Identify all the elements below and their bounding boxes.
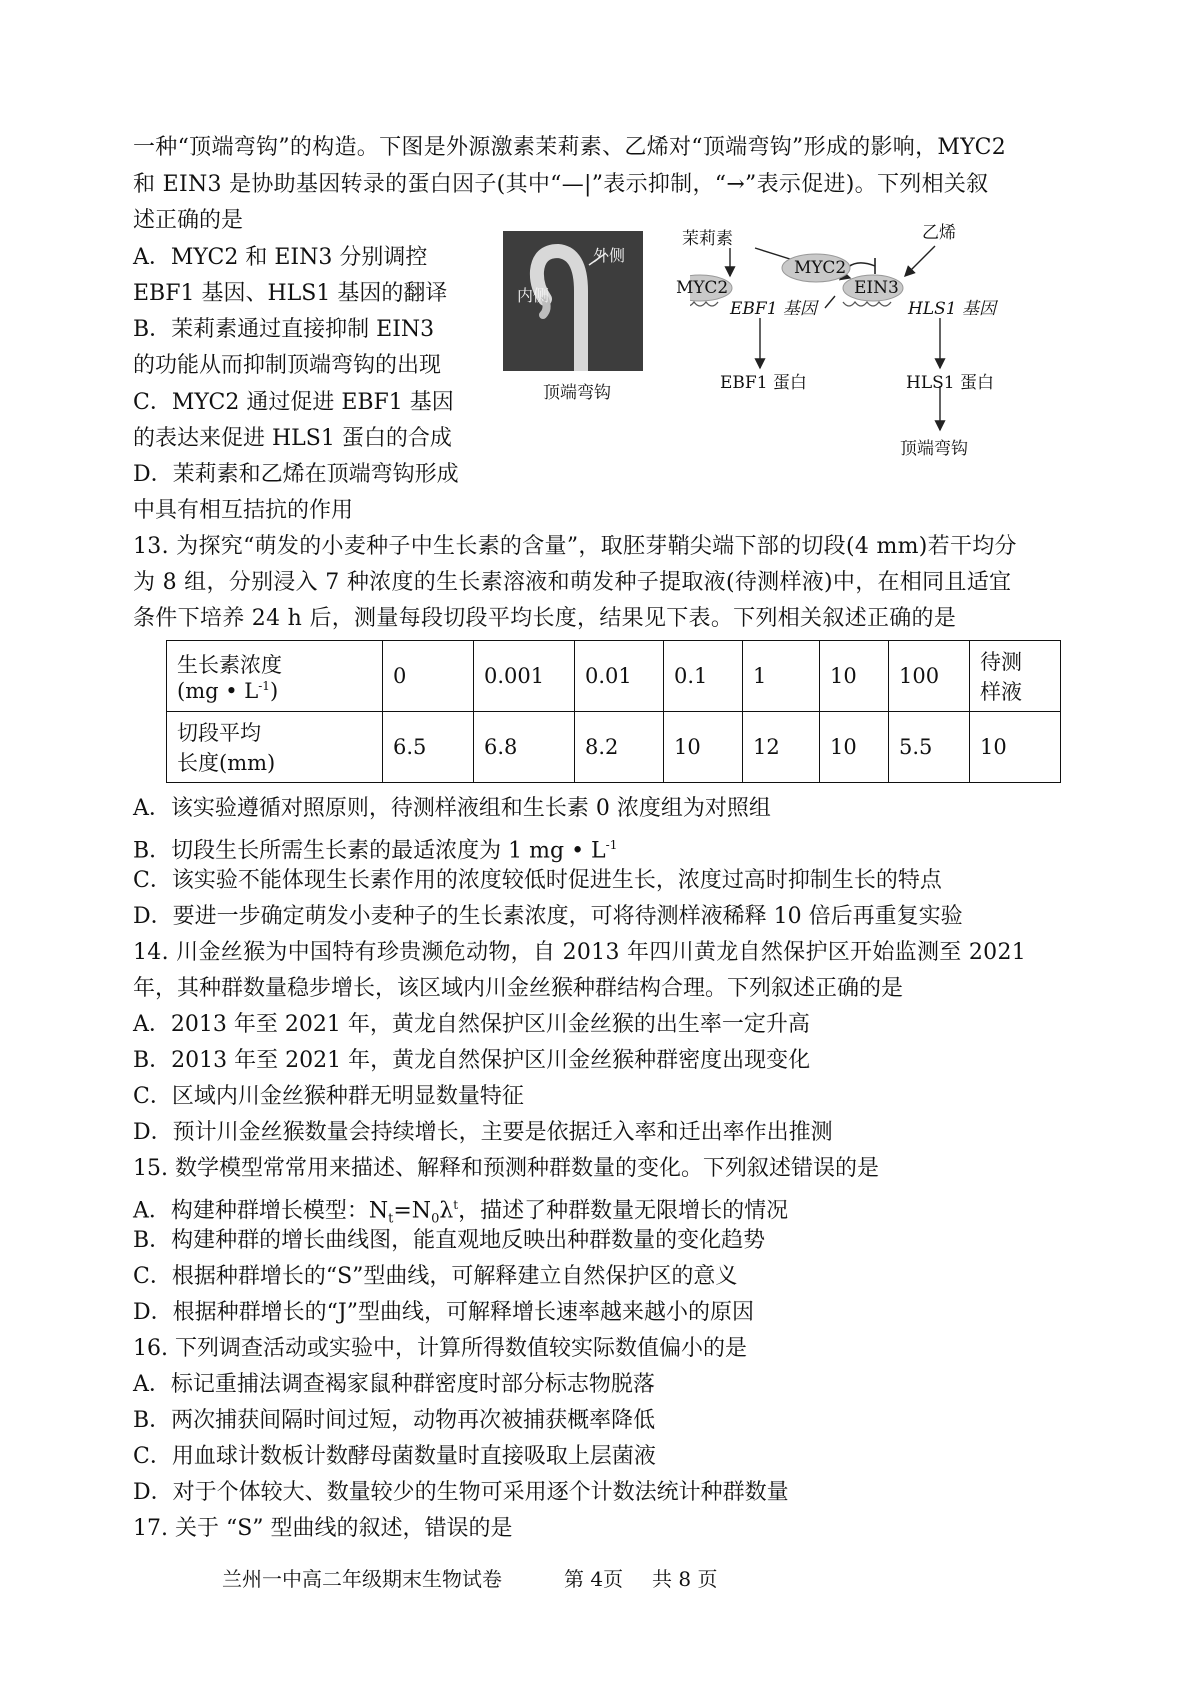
q12-option-d-2: 中具有相互拮抗的作用	[133, 498, 354, 523]
subscript-0: 0	[431, 1211, 440, 1227]
ebf1-protein-label: EBF1 蛋白	[720, 373, 807, 393]
option-text: B．切段生长所需生长素的最适浓度为 1 mg • L	[133, 838, 606, 864]
header-unit	[177, 679, 372, 703]
table-cell: 0.001	[474, 641, 575, 712]
table-cell: 6.8	[474, 712, 575, 783]
regulation-diagram	[676, 218, 1090, 508]
q14-stem-line-2: 年，其种群数量稳步增长，该区域内川金丝猴种群结构合理。下列叙述正确的是	[133, 976, 904, 1001]
row-header-length	[167, 712, 383, 783]
q14-option-c: C．区域内川金丝猴种群无明显数量特征	[133, 1084, 524, 1109]
q14-option-b: B．2013 年至 2021 年，黄龙自然保护区川金丝猴种群密度出现变化	[133, 1048, 811, 1073]
table-cell: 10	[820, 712, 889, 783]
table-cell: 0	[383, 641, 474, 712]
table-cell: 10	[664, 712, 743, 783]
q15-option-c: C．根据种群增长的“S”型曲线，可解释建立自然保护区的意义	[133, 1264, 738, 1289]
row-header-concentration	[167, 641, 383, 712]
q15-stem: 15. 数学模型常常用来描述、解释和预测种群数量的变化。下列叙述错误的是	[133, 1156, 879, 1181]
hls1-protein-label: HLS1 蛋白	[906, 373, 994, 393]
table-row	[167, 712, 1061, 783]
table-cell: 0.01	[575, 641, 664, 712]
q13-option-c: C．该实验不能体现生长素作用的浓度较低时促进生长，浓度过高时抑制生长的特点	[133, 868, 942, 893]
q16-option-b: B．两次捕获间隔时间过短，动物再次被捕获概率降低	[133, 1408, 656, 1433]
q14-option-d: D．预计川金丝猴数量会持续增长，主要是依据迁入率和迁出率作出推测	[133, 1120, 833, 1145]
q12-option-c-1: C．MYC2 通过促进 EBF1 基因	[133, 390, 454, 415]
apical-hook-label: 顶端弯钩	[900, 439, 968, 459]
q13-stem-line-1: 13. 为探究“萌发的小麦种子中生长素的含量”，取胚芽鞘尖端下部的切段(4 mm)若干均分	[133, 534, 1017, 559]
ethylene-label: 乙烯	[922, 223, 956, 243]
footer-total-pages: 共 8 页	[652, 1567, 718, 1591]
q12-option-a-1: A．MYC2 和 EIN3 分别调控	[133, 245, 428, 270]
intro-line-2: 和 EIN3 是协助基因转录的蛋白因子(其中“—|”表示抑制，“→”表示促进)。下列相关叙	[133, 172, 989, 197]
inner-side-label: 内侧	[517, 286, 550, 305]
q14-option-a: A．2013 年至 2021 年，黄龙自然保护区川金丝猴的出生率一定升高	[133, 1012, 810, 1037]
jasmonate-label: 茉莉素	[682, 229, 733, 249]
q16-stem: 16. 下列调查活动或实验中，计算所得数值较实际数值偏小的是	[133, 1336, 747, 1361]
myc2-top-label: MYC2	[794, 258, 847, 278]
myc2-left-label: MYC2	[676, 278, 729, 298]
sample-text: 待测	[980, 650, 1022, 674]
table-cell: 10	[820, 641, 889, 712]
q17-stem: 17. 关于 “S” 型曲线的叙述，错误的是	[133, 1516, 513, 1541]
table-cell: 5.5	[889, 712, 970, 783]
q12-option-b-2: 的功能从而抑制顶端弯钩的出现	[133, 353, 442, 378]
q16-option-c: C．用血球计数板计数酵母菌数量时直接吸取上层菌液	[133, 1444, 656, 1469]
table-cell: 1	[743, 641, 820, 712]
unit-text: (mg • L	[177, 679, 259, 703]
table-cell: 12	[743, 712, 820, 783]
q13-option-a: A．该实验遵循对照原则，待测样液组和生长素 0 浓度组为对照组	[133, 796, 771, 821]
q15-option-b: B．构建种群的增长曲线图，能直观地反映出种群数量的变化趋势	[133, 1228, 766, 1253]
q12-option-d-1: D．茉莉素和乙烯在顶端弯钩形成	[133, 462, 459, 487]
table-cell: 100	[889, 641, 970, 712]
footer-page-number: 第 4页	[564, 1567, 624, 1591]
table-cell: 6.5	[383, 712, 474, 783]
intro-line-1: 一种“顶端弯钩”的构造。下图是外源激素茉莉素、乙烯对“顶端弯钩”形成的影响，MYC2	[133, 135, 1007, 160]
diagram-arrows	[690, 218, 1090, 508]
unit-close: )	[269, 679, 279, 703]
q13-stem-line-2: 为 8 组，分别浸入 7 种浓度的生长素溶液和萌发种子提取液(待测样液)中，在相同且适宜	[133, 570, 1012, 595]
ebf1-gene-label: EBF1 基因	[730, 299, 817, 319]
intro-line-3: 述正确的是	[133, 208, 244, 233]
outer-side-label: 外侧	[593, 246, 626, 265]
option-text: ，描述了种群数量无限增长的情况	[458, 1198, 789, 1224]
hls1-gene-label: HLS1 基因	[908, 299, 996, 319]
lambda-symbol: λ	[439, 1198, 454, 1224]
option-text: A．构建种群增长模型：N	[133, 1198, 389, 1224]
sample-header-cell	[970, 641, 1061, 712]
auxin-data-table	[166, 640, 1061, 783]
option-text: =N	[393, 1198, 432, 1224]
q13-option-b	[133, 830, 617, 866]
superscript-t: t	[453, 1198, 459, 1212]
table-row	[167, 641, 1061, 712]
table-cell: 0.1	[664, 641, 743, 712]
header-text: 长度(mm)	[177, 751, 276, 775]
q15-option-d: D．根据种群增长的“J”型曲线，可解释增长速率越来越小的原因	[133, 1300, 754, 1325]
q12-option-c-2: 的表达来促进 HLS1 蛋白的合成	[133, 426, 452, 451]
q13-option-d: D．要进一步确定萌发小麦种子的生长素浓度，可将待测样液稀释 10 倍后再重复实验	[133, 904, 963, 929]
unit-exponent: -1	[258, 679, 270, 693]
ein3-label: EIN3	[854, 278, 899, 298]
table-cell: 10	[970, 712, 1061, 783]
photo-caption: 顶端弯钩	[543, 383, 611, 403]
footer-school: 兰州一中高二年级期末生物试卷	[222, 1567, 502, 1591]
header-text: 切段平均	[177, 721, 261, 745]
q16-option-a: A．标记重捕法调查褐家鼠种群密度时部分标志物脱落	[133, 1372, 655, 1397]
apical-hook-photo	[503, 231, 643, 371]
q12-option-a-2: EBF1 基因、HLS1 基因的翻译	[133, 281, 448, 306]
unit-exponent: -1	[605, 838, 618, 852]
sample-text: 样液	[980, 680, 1022, 704]
q12-option-b-1: B．茉莉素通过直接抑制 EIN3	[133, 317, 435, 342]
table-cell: 8.2	[575, 712, 664, 783]
subscript-t: t	[388, 1211, 394, 1227]
header-text: 生长素浓度	[177, 653, 282, 677]
q13-stem-line-3: 条件下培养 24 h 后，测量每段切段平均长度，结果见下表。下列相关叙述正确的是	[133, 606, 957, 631]
q16-option-d: D．对于个体较大、数量较少的生物可采用逐个计数法统计种群数量	[133, 1480, 789, 1505]
q14-stem-line-1: 14. 川金丝猴为中国特有珍贵濒危动物，自 2013 年四川黄龙自然保护区开始监测至 2021	[133, 940, 1027, 965]
